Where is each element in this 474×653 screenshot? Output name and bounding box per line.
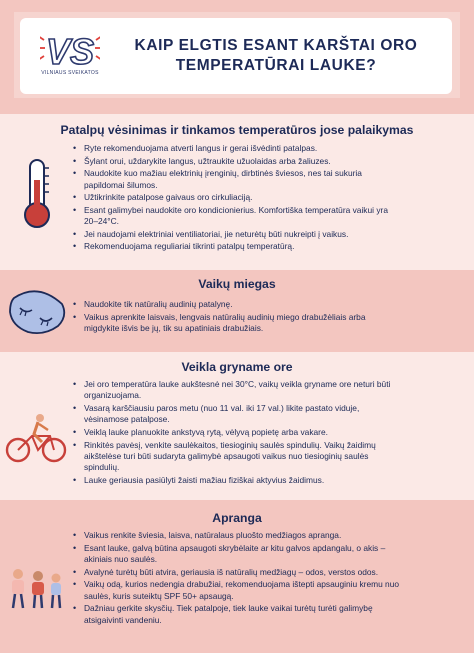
children-icon bbox=[4, 568, 68, 612]
section-title: Veikla gryname ore bbox=[181, 360, 293, 374]
logo-subtitle: VILNIAUS SVEIKATOS bbox=[41, 70, 99, 76]
section-title: Patalpų vėsinimas ir tinkamos temperatūros jose palaikymas bbox=[60, 123, 414, 137]
list-item: • Vaikus renkite šviesia, laisva, natūralaus pluošto medžiagos apranga. bbox=[72, 530, 402, 541]
bullet-list bbox=[72, 299, 402, 336]
section-title: Vaikų miegas bbox=[198, 277, 276, 291]
section-indoor-cooling bbox=[0, 114, 474, 270]
list-item: • Ryte rekomenduojama atverti langus ir gerai išvėdinti patalpas. bbox=[72, 143, 392, 154]
bullet-list bbox=[72, 530, 402, 627]
list-item: • Veiklą lauke planuokite ankstyvą rytą, vėlyvą popietę arba vakare. bbox=[72, 427, 402, 438]
list-item: • Jei naudojami elektriniai ventiliatoriai, jie neturėtų būti nukreipti į vaikus. bbox=[72, 229, 392, 240]
header-card bbox=[20, 18, 452, 94]
list-item: • Rekomenduojama reguliariai tikrinti patalpų temperatūrą. bbox=[72, 241, 392, 252]
list-item: • Dažniau gerkite skysčių. Tiek patalpoje, tiek lauke vaikai turėtų turėti galimybę atsigaivinti vandeniu. bbox=[72, 603, 402, 626]
logo-letters: VS bbox=[45, 31, 95, 72]
section-child-sleep bbox=[0, 270, 474, 352]
list-item: • Vaikus aprenkite laisvais, lengvais natūralių audinių miego drabužėliais arba migdykite išvis be jų, tik su apatiniais drabužiais. bbox=[72, 312, 402, 335]
sleep-mask-icon bbox=[6, 284, 70, 340]
bullet-list bbox=[72, 379, 402, 488]
list-item: • Naudokite kuo mažiau elektrinių įrenginių, dirbtinės šviesos, nes tai sukuria papildomai šilumos. bbox=[72, 168, 392, 191]
bullet-list bbox=[72, 143, 392, 254]
vilnius-health-logo bbox=[40, 28, 100, 86]
thermometer-icon bbox=[20, 158, 54, 230]
list-item: • Esant galimybei naudokite oro kondicionierius. Komfortiška temperatūra vaikui yra 20–24°C. bbox=[72, 205, 392, 228]
list-item: • Vasarą karščiausiu paros metu (nuo 11 val. iki 17 val.) likite pastato viduje, vėsinamose patalpose. bbox=[72, 403, 402, 426]
list-item: • Avalynė turėtų būti atvira, geriausia iš natūralių medžiagų – odos, verstos odos. bbox=[72, 567, 402, 578]
page-title: KAIP ELGTIS ESANT KARŠTAI ORO TEMPERATŪRAI LAUKE? bbox=[134, 37, 418, 74]
section-clothing bbox=[0, 500, 474, 653]
list-item: • Jei oro temperatūra lauke aukštesnė nei 30°C, vaikų veikla gryname ore neturi būti organizuojama. bbox=[72, 379, 402, 402]
section-title: Apranga bbox=[212, 511, 262, 525]
list-item: • Naudokite tik natūralių audinių patalynę. bbox=[72, 299, 402, 310]
header-banner bbox=[14, 12, 460, 98]
list-item: • Vaikų odą, kurios nedengia drabužiai, rekomenduojama ištepti apsauginiu kremu nuo saulės, kuris suteiktų SPF 50+ apsaugą. bbox=[72, 579, 402, 602]
list-item: • Užtikrinkite patalpose gaivaus oro cirkuliaciją. bbox=[72, 192, 392, 203]
list-item: • Lauke geriausia pasiūlyti žaisti mažiau fiziškai aktyvius žaidimus. bbox=[72, 475, 402, 486]
list-item: • Rinkitės pavėsį, venkite saulėkaitos, tiesioginių saulės spindulių. Vaikų žaidimų aikštelėse turi būti sudaryta galimybė apsaugoti vaikus nuo tiesioginių saulės spindulių. bbox=[72, 440, 402, 474]
list-item: • Šylant orui, uždarykite langus, užtraukite užuolaidas arba žaliuzes. bbox=[72, 156, 392, 167]
section-outdoor-activity bbox=[0, 352, 474, 500]
cyclist-icon bbox=[4, 412, 68, 464]
list-item: • Esant lauke, galvą būtina apsaugoti skrybėlaite ar kitu galvos apdangalu, o akis – akiniais nuo saulės. bbox=[72, 543, 402, 566]
